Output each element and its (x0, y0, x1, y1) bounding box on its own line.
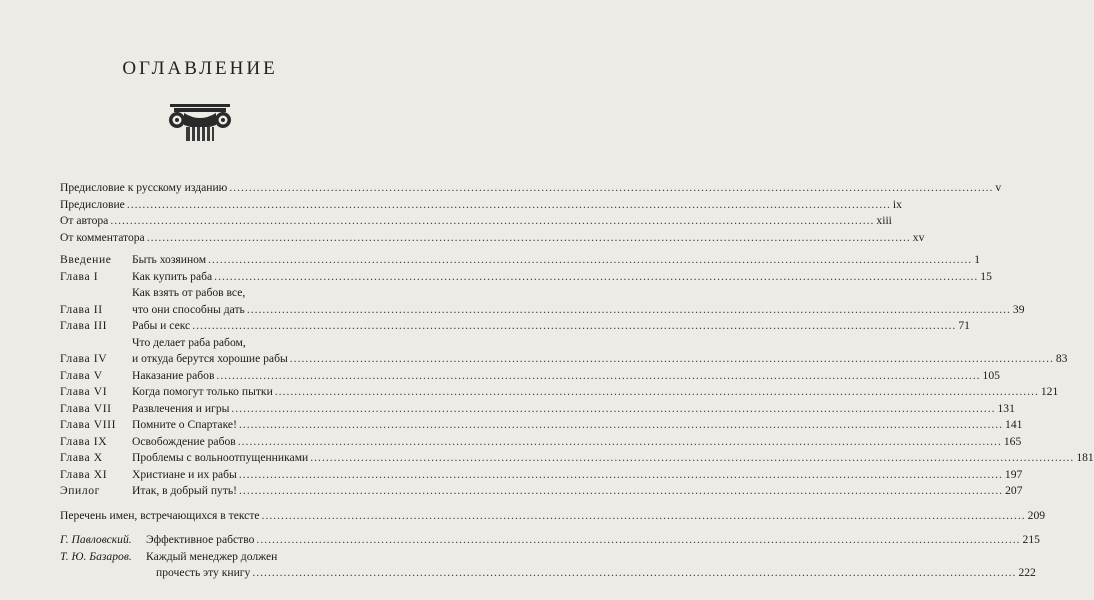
entry-page-number: 39 (1012, 302, 1025, 316)
appendix-list (60, 532, 1040, 582)
chapter-label: Глава X (60, 451, 103, 464)
appendix-author: Т. Ю. Базаров. (60, 549, 132, 563)
entry-text: Развлечения и игры (132, 401, 230, 415)
entry-text: От автора (60, 214, 109, 227)
entry-text: От комментатора (60, 230, 145, 244)
chapter-label: Глава VII (60, 401, 112, 415)
page-title: ОГЛАВЛЕНИЕ (122, 58, 278, 79)
front-matter-item[interactable] (60, 180, 1002, 197)
front-matter-item[interactable] (60, 197, 902, 214)
entry-text: Проблемы с вольноотпущенниками (132, 451, 309, 464)
chapter-item[interactable] (60, 252, 980, 269)
entry-page-number: 121 (1040, 385, 1059, 398)
entry-text: Что делает раба рабом, (132, 335, 246, 349)
chapter-label: Глава XI (60, 467, 108, 481)
chapter-label: Глава II (60, 302, 103, 316)
front-matter-item[interactable] (60, 230, 925, 247)
chapter-label: Глава VIII (60, 418, 117, 431)
chapter-label: Введение (60, 253, 112, 266)
table-of-contents (60, 180, 1094, 582)
chapter-label: Глава III (60, 319, 108, 332)
entry-page-number: 181 (1076, 451, 1094, 464)
entry-text: Как купить раба (132, 269, 213, 283)
chapter-item[interactable] (60, 450, 1094, 467)
entry-page-number: 131 (997, 401, 1015, 415)
chapter-item[interactable] (60, 401, 1015, 418)
chapter-item[interactable] (60, 269, 992, 286)
entry-text: Предисловие к русскому изданию (60, 181, 228, 194)
chapter-item[interactable] (60, 384, 1059, 401)
entry-text: прочесть эту книгу (156, 566, 251, 579)
chapter-label: Глава IX (60, 434, 108, 448)
index-entry-text: Перечень имен, встречающихся в тексте (60, 508, 260, 522)
index-entry-page: 209 (1027, 508, 1046, 522)
ionic-capital-ornament-icon (164, 103, 236, 141)
entry-page-number: 141 (1005, 418, 1023, 431)
chapter-list (60, 252, 1094, 500)
entry-text: Быть хозяином (132, 253, 207, 266)
entry-page-number: ix (892, 197, 902, 211)
entry-page-number: 83 (1055, 352, 1068, 365)
entry-page-number: 222 (1018, 566, 1036, 579)
front-matter-list (60, 180, 1002, 246)
entry-text: Рабы и секс (132, 319, 191, 332)
entry-page-number: xiii (876, 214, 892, 227)
appendix-item[interactable] (60, 532, 1040, 549)
chapter-label: Глава IV (60, 352, 108, 365)
entry-page-number: xv (912, 230, 925, 244)
appendix-item[interactable] (60, 549, 1036, 582)
entry-page-number: v (995, 181, 1002, 194)
entry-page-number: 207 (1005, 484, 1023, 497)
entry-text: Каждый менеджер должен (146, 549, 278, 563)
entry-text: Наказание рабов (132, 368, 215, 382)
chapter-label: Глава V (60, 368, 103, 382)
chapter-item[interactable] (60, 483, 1023, 500)
entry-page-number: 197 (1004, 467, 1023, 481)
entry-text: и откуда берутся хорошие рабы (132, 352, 288, 365)
entry-text: Помните о Спартаке! (132, 418, 237, 431)
chapter-item[interactable] (60, 318, 970, 335)
entry-text: что они способны дать (132, 302, 245, 316)
entry-text: Итак, в добрый путь! (132, 484, 238, 497)
chapter-item[interactable] (60, 285, 1025, 318)
front-matter-item[interactable] (60, 213, 892, 230)
appendix-author: Г. Павловский. (60, 533, 132, 546)
chapter-item[interactable] (60, 368, 1000, 385)
entry-text: Эффективное рабство (146, 533, 255, 546)
entry-page-number: 215 (1022, 533, 1040, 546)
chapter-label: Глава I (60, 269, 99, 283)
entry-page-number: 1 (974, 253, 980, 266)
entry-text: Христиане и их рабы (132, 467, 237, 481)
entry-text: Освобождение рабов (132, 434, 236, 448)
chapter-item[interactable] (60, 434, 1022, 451)
entry-page-number: 15 (980, 269, 992, 283)
entry-text: Предисловие (60, 197, 125, 211)
chapter-item[interactable] (60, 467, 1023, 484)
entry-text: Когда помогут только пытки (132, 385, 273, 398)
index-entry[interactable] (60, 508, 1046, 525)
entry-page-number: 105 (982, 368, 1000, 382)
chapter-label: Глава VI (60, 385, 108, 398)
chapter-item[interactable] (60, 335, 1068, 368)
entry-text: Как взять от рабов все, (132, 286, 246, 299)
entry-page-number: 165 (1003, 434, 1022, 448)
chapter-item[interactable] (60, 417, 1023, 434)
chapter-label: Эпилог (60, 484, 101, 497)
entry-page-number: 71 (958, 319, 970, 332)
